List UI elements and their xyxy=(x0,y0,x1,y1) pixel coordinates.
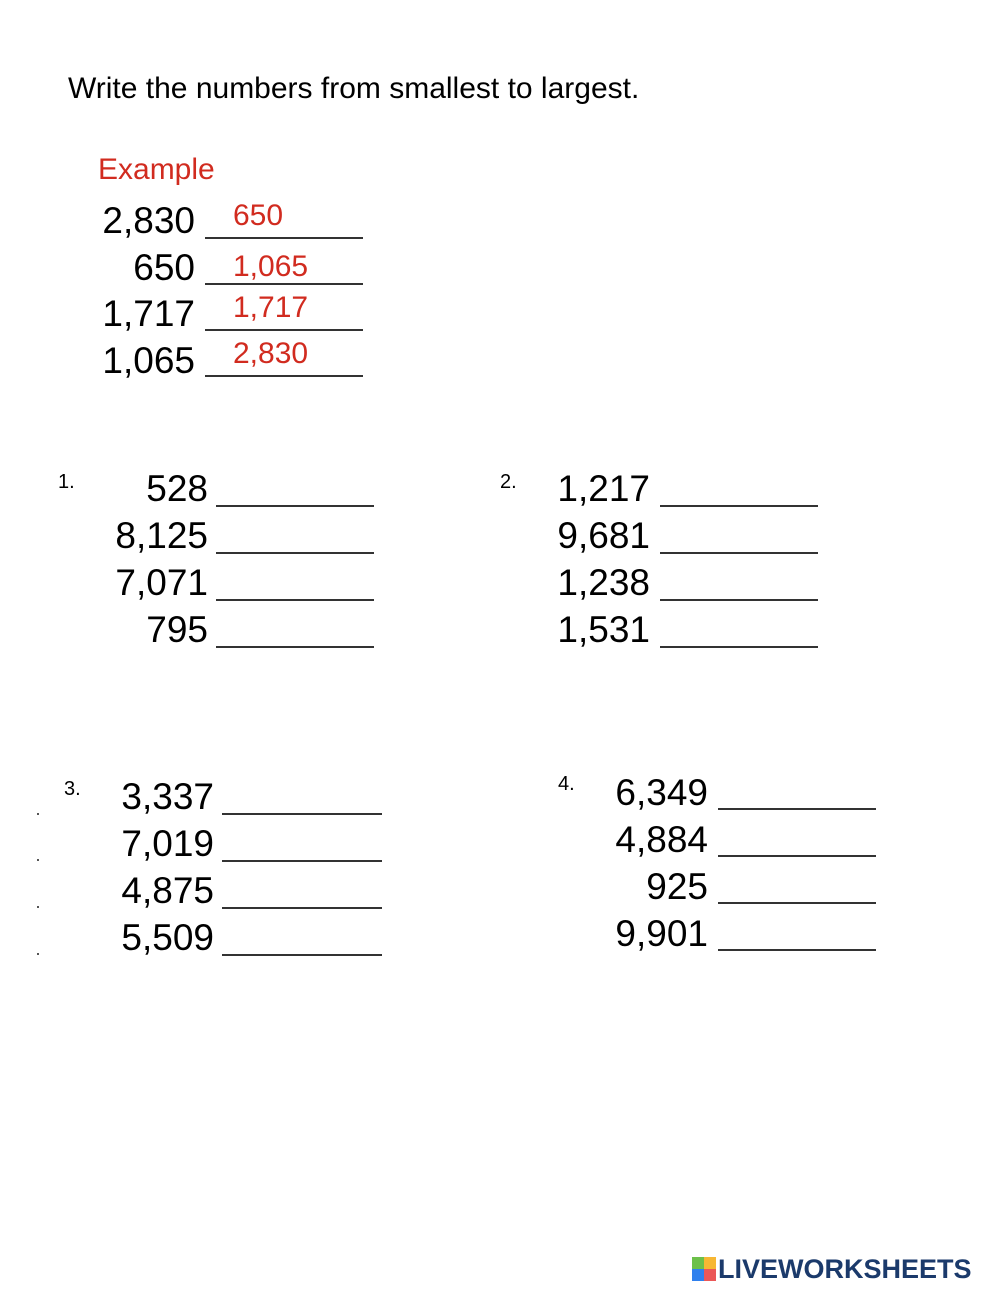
problem-number: 4. xyxy=(558,773,575,795)
problem-row xyxy=(568,911,708,957)
answer-line-input[interactable] xyxy=(216,646,374,648)
problem-number-value: 6,349 xyxy=(615,772,708,813)
problem-2-block xyxy=(510,466,820,656)
problem-number-value: 4,875 xyxy=(121,870,214,911)
margin-dot xyxy=(37,906,39,908)
problem-number: 2. xyxy=(500,471,517,493)
example-answer: 1,717 xyxy=(233,291,309,324)
answer-line-input[interactable] xyxy=(222,954,382,956)
answer-line-input[interactable] xyxy=(222,813,382,815)
example-answer: 650 xyxy=(233,199,284,232)
example-answer-line xyxy=(205,237,363,239)
problem-row xyxy=(568,817,708,863)
problem-1-block xyxy=(68,466,378,656)
footer-brand xyxy=(692,1252,972,1286)
problem-row xyxy=(74,915,214,961)
example-answer-line xyxy=(205,329,363,331)
answer-line-input[interactable] xyxy=(660,552,818,554)
problem-number-value: 3,337 xyxy=(121,776,214,817)
problem-row xyxy=(68,607,208,653)
example-row xyxy=(55,338,195,384)
problem-row xyxy=(510,560,650,606)
example-row xyxy=(55,291,195,337)
answer-line-input[interactable] xyxy=(216,552,374,554)
problem-number-value: 795 xyxy=(146,609,208,650)
margin-dot xyxy=(37,859,39,861)
problem-3-block xyxy=(74,774,384,964)
problem-row xyxy=(568,770,708,816)
problem-row xyxy=(510,513,650,559)
problem-number-value: 9,681 xyxy=(557,515,650,556)
problem-number-value: 1,238 xyxy=(557,562,650,603)
example-number: 2,830 xyxy=(102,200,195,241)
problem-number-value: 528 xyxy=(146,468,208,509)
answer-line-input[interactable] xyxy=(718,902,876,904)
problem-row xyxy=(510,466,650,512)
answer-line-input[interactable] xyxy=(718,855,876,857)
example-block xyxy=(55,198,365,388)
instruction-text: Write the numbers from smallest to largest. xyxy=(68,72,640,105)
example-answer-line xyxy=(205,375,363,377)
example-row xyxy=(55,198,195,244)
example-number: 650 xyxy=(133,247,195,288)
problem-number: 3. xyxy=(64,778,81,800)
problem-4-block xyxy=(568,770,878,960)
problem-number-value: 5,509 xyxy=(121,917,214,958)
liveworksheets-logo-icon xyxy=(692,1257,716,1281)
answer-line-input[interactable] xyxy=(222,860,382,862)
answer-line-input[interactable] xyxy=(660,599,818,601)
problem-row xyxy=(74,868,214,914)
answer-line-input[interactable] xyxy=(216,599,374,601)
problem-number-value: 1,217 xyxy=(557,468,650,509)
problem-number: 1. xyxy=(58,471,75,493)
answer-line-input[interactable] xyxy=(660,646,818,648)
problem-number-value: 1,531 xyxy=(557,609,650,650)
margin-dot xyxy=(37,813,39,815)
example-answer: 2,830 xyxy=(233,337,309,370)
answer-line-input[interactable] xyxy=(718,808,876,810)
problem-row xyxy=(510,607,650,653)
problem-number-value: 8,125 xyxy=(115,515,208,556)
problem-row xyxy=(568,864,708,910)
answer-line-input[interactable] xyxy=(216,505,374,507)
problem-number-value: 7,019 xyxy=(121,823,214,864)
problem-row xyxy=(74,821,214,867)
example-number: 1,065 xyxy=(102,340,195,381)
problem-number-value: 925 xyxy=(646,866,708,907)
problem-number-value: 7,071 xyxy=(115,562,208,603)
margin-dot xyxy=(37,953,39,955)
answer-line-input[interactable] xyxy=(660,505,818,507)
brand-name: LIVEWORKSHEETS xyxy=(718,1254,972,1284)
problem-number-value: 9,901 xyxy=(615,913,708,954)
problem-number-value: 4,884 xyxy=(615,819,708,860)
example-number: 1,717 xyxy=(102,293,195,334)
problem-row xyxy=(68,560,208,606)
example-label: Example xyxy=(98,153,215,186)
problem-row xyxy=(68,513,208,559)
example-answer: 1,065 xyxy=(233,250,309,283)
example-row xyxy=(55,245,195,291)
answer-line-input[interactable] xyxy=(222,907,382,909)
problem-row xyxy=(68,466,208,512)
problem-row xyxy=(74,774,214,820)
answer-line-input[interactable] xyxy=(718,949,876,951)
